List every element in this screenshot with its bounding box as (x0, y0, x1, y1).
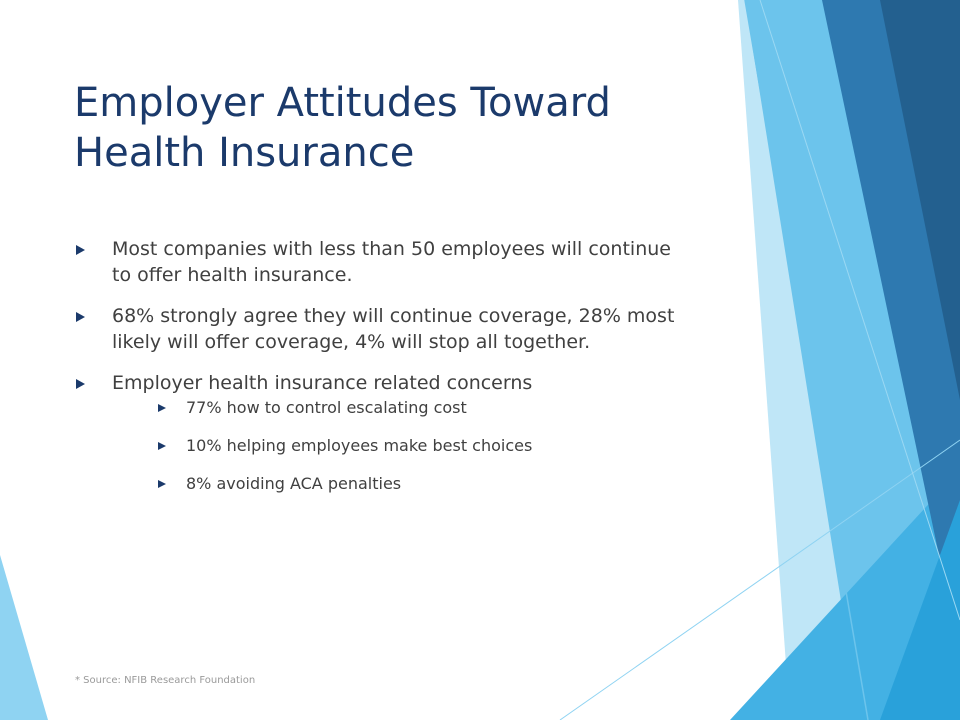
sub-bullet-list (158, 397, 722, 495)
triangle-right-icon (158, 480, 166, 488)
bullet-list (76, 236, 676, 510)
left-corner-shape (0, 555, 48, 720)
triangle-right-icon (158, 404, 166, 412)
bullet-text: Employer health insurance related concerns (112, 372, 533, 394)
sub-bullet-item (158, 473, 722, 495)
source-citation: * Source: NFIB Research Foundation (75, 675, 256, 686)
bullet-item (76, 236, 676, 288)
bullet-text: 68% strongly agree they will continue coverage, 28% most likely will offer coverage, 4% will stop all together. (112, 305, 675, 353)
sub-bullet-text: 10% helping employees make best choices (186, 436, 533, 455)
sub-bullet-item (158, 397, 722, 419)
sub-bullet-item (158, 435, 722, 457)
triangle-right-icon (158, 442, 166, 450)
bullet-text: Most companies with less than 50 employees will continue to offer health insurance. (112, 238, 671, 286)
sub-bullet-text: 8% avoiding ACA penalties (186, 474, 402, 493)
sub-bullet-text: 77% how to control escalating cost (186, 398, 467, 417)
triangle-right-icon (76, 245, 85, 255)
triangle-right-icon (76, 312, 85, 322)
triangle-right-icon (76, 379, 85, 389)
slide-title: Employer Attitudes Toward Health Insurance (74, 80, 611, 176)
bullet-item (76, 370, 676, 494)
bullet-item (76, 303, 676, 355)
